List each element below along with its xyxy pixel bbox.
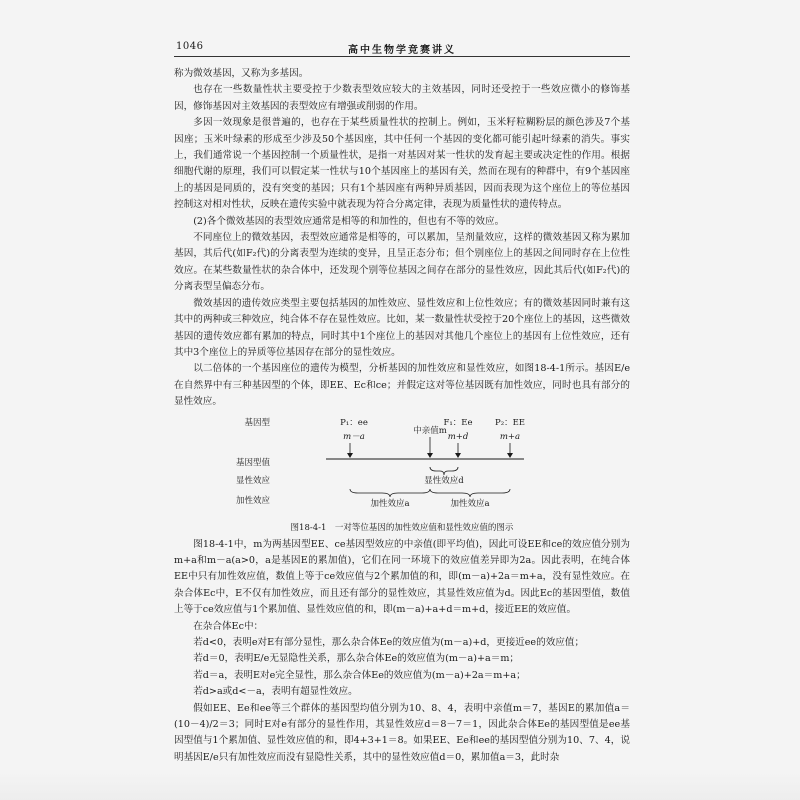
running-title: 高中生物学竞赛讲义	[348, 45, 456, 56]
paragraph: 也存在一些数量性状主要受控于少数表型效应较大的主效基因，同时还受控于一些效应微小的修饰基因，修饰基因对主效基因的表型效应有增强或削弱的作用。	[174, 84, 630, 112]
additive-label-right: 加性效应a	[450, 498, 490, 509]
paragraph: 图18-4-1中，m为两基因型EE、ce基因型效应的中亲值(即平均值)，因此可设EE和ce的效应值分别为m+a和m－a(a>0，a是基因E的累加值)，它们在同一环境下的效应值差异即为2a。因此表明，在纯合体EE中只有加性效应值，数值上等于ce效应值与2个累加值的和，即(m－a)+2a＝m+a，没有显性效应。在杂合体Ec中，E不仅有加性效应，而且还有部分的显性效应，其显性效应值为d。因此Ec的基因型值，数值上等于ce效应值与1个累加值、显性效应值的和，即(m－a)+a+d＝m+d，接近EE的效应值。	[174, 538, 630, 616]
paragraph: 多因一效现象是很普遍的，也存在于某些质量性状的控制上。例如，玉米籽粒糊粉层的颜色涉及7个基因座；玉米叶绿素的形成至少涉及50个基因座，其中任何一个基因的变化都可能引起叶绿素的消失。事实上，我们通常说一个基因控制一个质量性状，是指一对基因对某一性状的发育起主要或决定性的作用。根据细胞代谢的原理，我们可以假定某一性状与10个基因座上的基因有关，然而在现有的种群中，有9个基因座上的基因是同质的，没有突变的基因；只有1个基因座有两种异质基因，因而表现为这个座位上的等位基因控制这对相对性状，反映在遗传实验中就表现为符合分离定律，表现为质量性状的遗传特点。	[174, 117, 630, 211]
page-body	[174, 66, 630, 766]
page-header	[174, 38, 630, 57]
paragraph: 称为微效基因，又称为多基因。	[174, 68, 309, 79]
page-bottom-margin	[0, 772, 800, 800]
paragraph: 若d>a或d<－a，表明有超显性效应。	[193, 686, 358, 698]
dominance-label: 显性效应d	[424, 475, 464, 486]
paragraph: 以二倍体的一个基因座位的遗传为模型，分析基因的加性效应和显性效应，如图18-4-1所示。基因E/e在自然界中有三种基因型的个体，即EE、Ec和ce；并假定这对等位基因既有加性效应，同时也具有部分的显性效应。	[174, 363, 630, 408]
p2-value: m+a	[499, 431, 521, 442]
paragraph: 在杂合体Ec中：	[193, 620, 264, 632]
row-label-genotype-value: 基因型值	[235, 457, 270, 468]
effect-diagram	[174, 413, 630, 521]
dominance-brace	[430, 467, 458, 475]
figure-caption: 图18-4-1 一对等位基因的加性效应值和显性效应值的图示	[290, 522, 514, 533]
additive-brace-left	[350, 489, 430, 497]
paragraph: (2)各个微效基因的表型效应通常是相等的和加性的，但也有不等的效应。	[193, 215, 505, 227]
paragraph: 假如EE、Ee和ee等三个群体的基因型均值分别为10、8、4，表明中亲值m＝7，基因E的累加值a＝(10－4)/2＝3；同时E对e有部分的显性作用，其显性效应d＝8－7＝1，因此杂合体Ee的基因型值是ee基因型值与1个累加值、显性效应值的和，即4+3+1＝8。如果EE、Ee和ee的基因型值分别为10、7、4，说明基因E/e只有加性效应而没有显隐性关系，其中的显性效应值d＝0，累加值a＝3，此时杂	[174, 702, 630, 763]
p1-value: m－a	[343, 431, 365, 442]
row-label-additive: 加性效应	[235, 495, 270, 506]
additive-brace-right	[430, 489, 510, 497]
paragraph: 微效基因的遗传效应类型主要包括基因的加性效应、显性效应和上位性效应；有的微效基因同时兼有这其中的两种或三种效应，纯合体不存在显性效应。比如，某一数量性状受控于20个座位上的基因，这些微效基因的遗传效应都有累加的特点，同时其中1个座位上的基因对其他几个座位上的基因有上位性效应，还有其中3个座位上的异质等位基因存在部分的显性效应。	[174, 297, 630, 358]
row-label-dominance: 显性效应	[235, 475, 270, 486]
p2-genotype: P₂：EE	[494, 417, 526, 428]
p1-genotype: P₁：ee	[340, 417, 368, 428]
paragraph: 不同座位上的微效基因，表型效应通常是相等的，可以累加，呈剂量效应，这样的微效基因又称为累加基因，其后代(如F₂代)的分离表型为连续的变异，且呈正态分布；但个别座位上的基因之间同时存在上位性效应。在某些数量性状的杂合体中，还发现个别等位基因之间存在部分的显性效应，因此其后代(如F₂代)的分离表型呈偏态分布。	[174, 232, 630, 293]
page-number: 1046	[176, 41, 204, 52]
f1-value: m+d	[447, 431, 469, 442]
f1-genotype: F₁：Ee	[443, 417, 473, 428]
additive-label-left: 加性效应a	[370, 498, 410, 509]
paragraph: 若d＝a，表明E对e完全显性，那么杂合体Ee的效应值为(m－a)+2a＝m+a；	[193, 669, 526, 681]
midparent-label: 中亲值m	[413, 425, 447, 436]
paragraph: 若d＝0，表明E/e无显隐性关系，那么杂合体Ee的效应值为(m－a)+a＝m；	[193, 653, 520, 665]
row-label-genotype: 基因型	[244, 417, 270, 428]
paragraph: 若d<0，表明e对E有部分显性，那么杂合体Ee的效应值为(m－a)+d，更接近ee的效应值；	[193, 636, 585, 648]
